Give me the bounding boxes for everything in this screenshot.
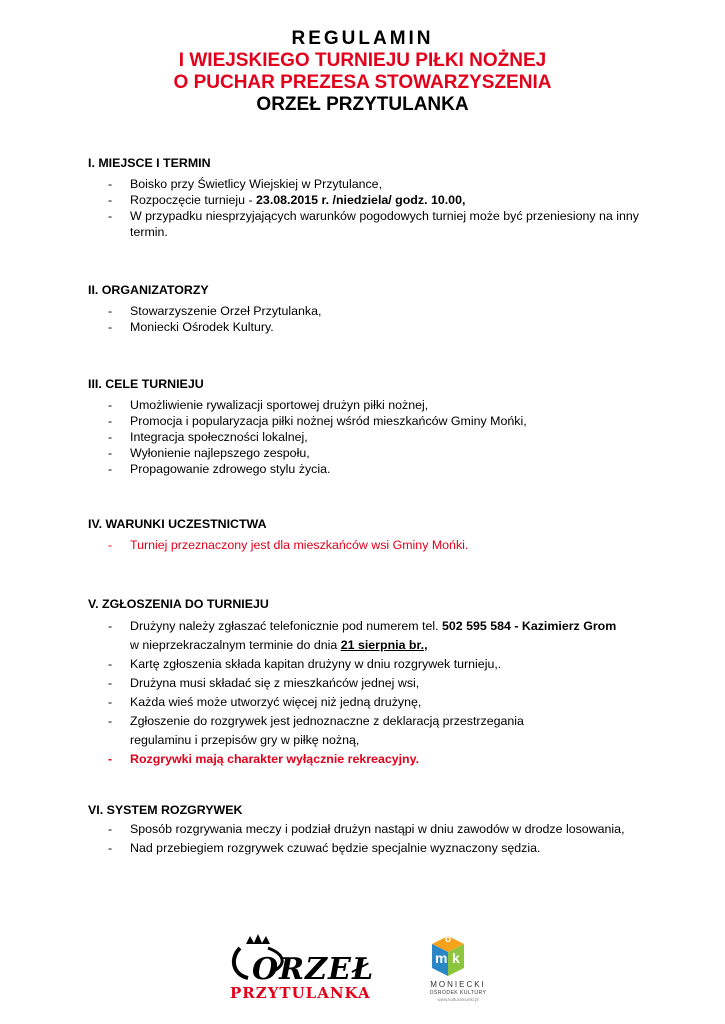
list-item: - Sposób rozgrywania meczy i podział drużyn nastąpi w dniu zawodów w drodze losowania,	[88, 820, 648, 839]
contact-phone: 502 595 584 - Kazimierz Grom	[441, 619, 617, 633]
orzel-logo-top-text: ORZEŁ	[252, 952, 375, 987]
mok-letter-k: k	[452, 950, 460, 966]
section-title: I. MIEJSCE I TERMIN	[88, 156, 211, 170]
section-title: IV. WARUNKI UCZESTNICTWA	[88, 517, 267, 531]
section-participation	[88, 517, 648, 553]
list-item: - Każda wieś może utworzyć więcej niż jedną drużynę,	[88, 693, 648, 712]
section-title: II. ORGANIZATORZY	[88, 283, 209, 297]
document-header	[0, 28, 725, 116]
mok-logo-line1: MONIECKI	[430, 980, 486, 989]
list-item: - Rozgrywki mają charakter wyłącznie rekreacyjny.	[88, 750, 648, 769]
list-item: - Drużyna musi składać się z mieszkańców jednej wsi,	[88, 674, 648, 693]
start-date-time: 23.08.2015 r. /niedziela/ godz. 10.00,	[256, 193, 466, 207]
tournament-name-line1: I WIEJSKIEGO TURNIEJU PIŁKI NOŻNEJ	[178, 50, 547, 71]
list-item: - Propagowanie zdrowego stylu życia.	[88, 461, 648, 477]
section-goals	[88, 377, 648, 477]
list-item: - Kartę zgłoszenia składa kapitan drużyny w dniu rozgrywek turnieju,.	[88, 655, 648, 674]
mok-logo-url: www.kulturamonki.pl	[437, 997, 479, 1002]
section-organizers	[88, 283, 648, 335]
section-registration	[88, 597, 648, 769]
list-item: - Moniecki Ośrodek Kultury.	[88, 319, 648, 335]
list-item: - Stowarzyszenie Orzeł Przytulanka,	[88, 303, 648, 319]
list-item: - Drużyny należy zgłaszać telefonicznie pod numerem tel. 502 595 584 - Kazimierz Grom w nieprzekraczalnym terminie do dnia 21 sierpnia br.,	[88, 617, 648, 655]
document-title: REGULAMIN	[291, 28, 434, 49]
list-item: - W przypadku niesprzyjających warunków pogodowych turniej może być przeniesiony na inny termin.	[88, 208, 648, 240]
section-competition-system	[88, 803, 648, 858]
list-item: - Turniej przeznaczony jest dla mieszkańców wsi Gminy Mońki.	[88, 537, 648, 553]
list-item: - Rozpoczęcie turnieju - 23.08.2015 r. /niedziela/ godz. 10.00,	[88, 192, 648, 208]
list-item: - Wyłonienie najlepszego zespołu,	[88, 445, 648, 461]
section-title: V. ZGŁOSZENIA DO TURNIEJU	[88, 597, 269, 611]
list-item: - Nad przebiegiem rozgrywek czuwać będzie specjalnie wyznaczony sędzia.	[88, 839, 648, 858]
moniecki-osrodek-kultury-logo	[418, 932, 498, 1012]
section-title: VI. SYSTEM ROZGRYWEK	[88, 803, 243, 817]
tournament-name-line2: O PUCHAR PREZESA STOWARZYSZENIA	[173, 72, 552, 93]
mok-letter-o: o	[445, 934, 452, 945]
orzel-logo-bottom-text: PRZYTULANKA	[230, 984, 371, 1002]
section-title: III. CELE TURNIEJU	[88, 377, 204, 391]
mok-logo-line2: OŚRODEK KULTURY	[429, 990, 487, 996]
list-item: - Boisko przy Świetlicy Wiejskiej w Przytulance,	[88, 176, 648, 192]
section-place-and-date	[88, 156, 648, 240]
list-item: - Promocja i popularyzacja piłki nożnej wśród mieszkańców Gminy Mońki,	[88, 413, 648, 429]
tournament-name-line3: ORZEŁ PRZYTULANKA	[256, 94, 469, 115]
list-item: - Zgłoszenie do rozgrywek jest jednoznaczne z deklaracją przestrzegania regulaminu i przepisów gry w piłkę nożną,	[88, 712, 648, 750]
list-item: - Integracja społeczności lokalnej,	[88, 429, 648, 445]
mok-letter-m: m	[435, 950, 448, 966]
list-item: - Umożliwienie rywalizacji sportowej drużyn piłki nożnej,	[88, 397, 648, 413]
registration-deadline: 21 sierpnia br.,	[340, 638, 428, 652]
orzel-przytulanka-logo	[228, 934, 375, 1004]
